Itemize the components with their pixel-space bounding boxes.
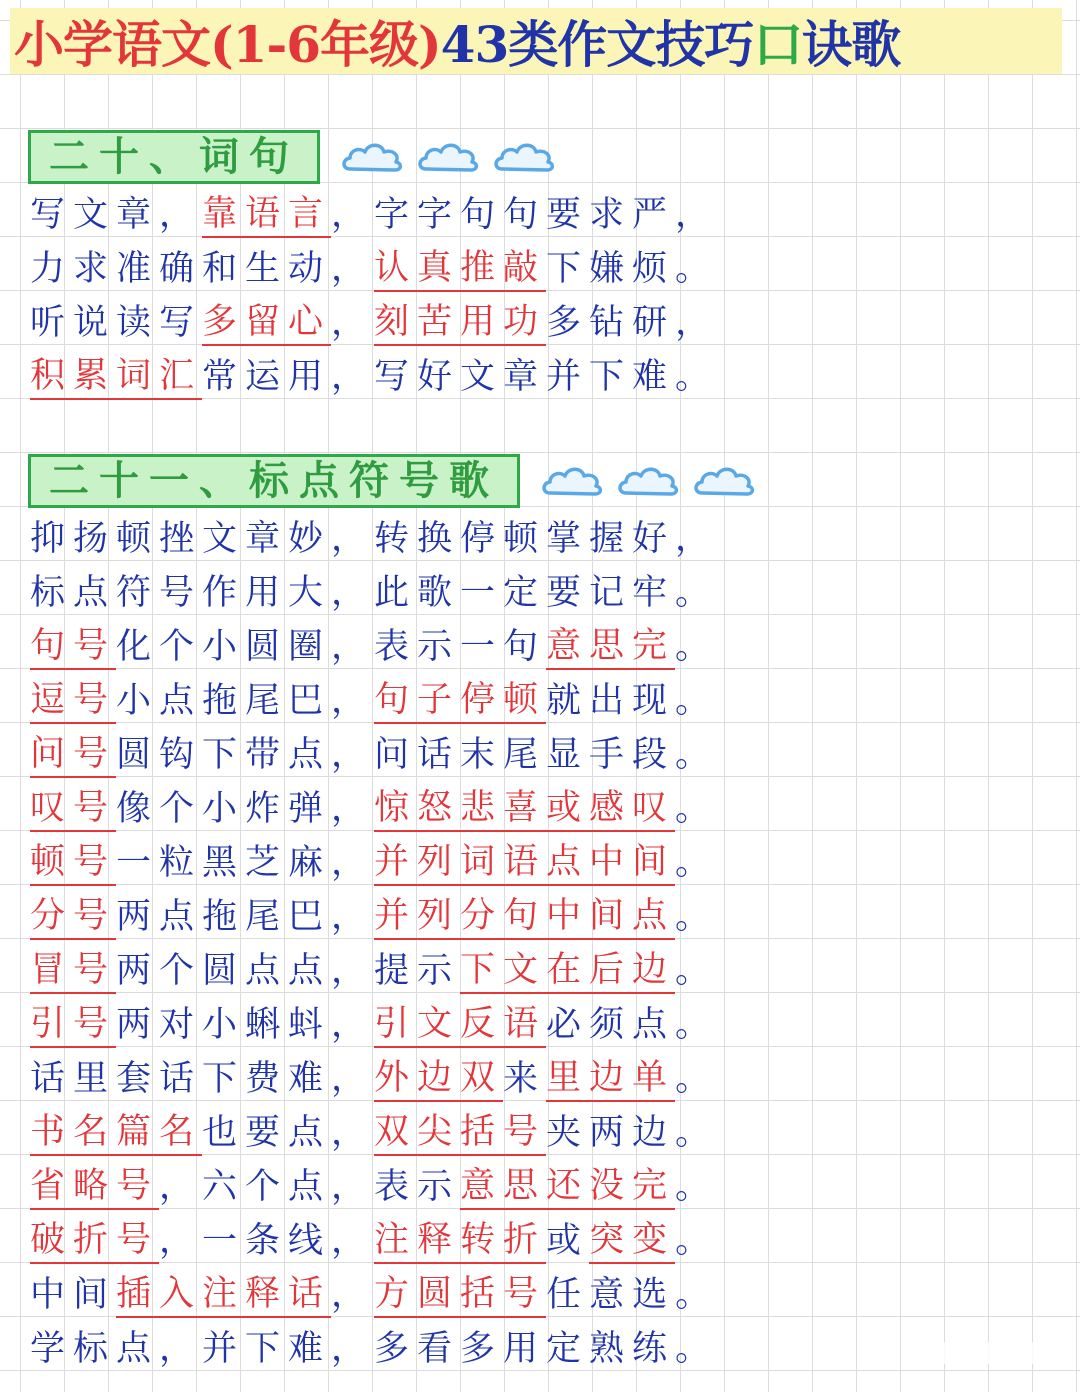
poem-line [30, 294, 718, 348]
section-20-clouds [340, 139, 568, 175]
poem-line [30, 186, 718, 240]
poem-text: ，六个点，表示 [159, 1167, 461, 1207]
poem-text: 两个圆点点，提示 [116, 951, 461, 991]
poem-text: 夹两边。 [546, 1113, 719, 1153]
highlighted-phrase: 积累词汇 [30, 354, 202, 400]
highlighted-phrase: 省略号 [30, 1164, 159, 1210]
poem-text: 常运用，写好文章并下难。 [202, 357, 719, 397]
title-part: 诀歌 [802, 15, 901, 74]
section-21-heading: 二十一、标点符号歌 [28, 454, 520, 508]
highlighted-phrase: 破折号 [30, 1218, 159, 1264]
cloud-icon [692, 463, 756, 499]
poem-text: 。 [675, 1221, 719, 1261]
poem-line [30, 834, 718, 888]
poem-text: 。 [675, 1167, 719, 1207]
poem-line [30, 1104, 718, 1158]
highlighted-phrase: 靠语言 [202, 192, 331, 238]
poem-text: 必须点。 [546, 1005, 719, 1045]
poem-line [30, 510, 718, 564]
highlighted-phrase: 方圆括号 [374, 1272, 546, 1318]
title-part: 小学语文(1-6年级) [14, 15, 441, 74]
highlighted-phrase: 惊怒悲喜或感叹 [374, 786, 675, 832]
highlighted-phrase: 里边单 [546, 1056, 675, 1102]
poem-line [30, 996, 718, 1050]
highlighted-phrase: 逗号 [30, 678, 116, 724]
poem-text: 学标点，并下难，多看多用定熟练。 [30, 1329, 719, 1369]
poem-line [30, 726, 718, 780]
poem-text: 来 [503, 1059, 547, 1099]
poem-text: 圆钩下带点，问话末尾显手段。 [116, 735, 719, 775]
poem-text: 多钻研， [546, 303, 719, 343]
poem-line [30, 1266, 718, 1320]
highlighted-phrase: 冒号 [30, 948, 116, 994]
highlighted-phrase: 注释转折 [374, 1218, 546, 1264]
section-21-clouds [540, 463, 768, 499]
title-part: 口 [753, 15, 803, 74]
poem-text: 听说读写 [30, 303, 203, 343]
highlighted-phrase: 并列分句中间点 [374, 894, 675, 940]
poem-line [30, 564, 718, 618]
poem-line [30, 888, 718, 942]
cloud-icon [540, 463, 604, 499]
poem-text: 话里套话下费难， [30, 1059, 375, 1099]
poem-text: 两点拖尾巴， [116, 897, 375, 937]
cloud-icon [616, 463, 680, 499]
poem-text: 。 [675, 627, 719, 667]
poem-text: 写文章， [30, 195, 203, 235]
highlighted-phrase: 下文在后边 [460, 948, 675, 994]
highlighted-phrase: 书名篇名 [30, 1110, 202, 1156]
section-21-poem [30, 510, 718, 1374]
cloud-icon [340, 139, 404, 175]
poem-text: ， [331, 1275, 375, 1315]
section-20-poem [30, 186, 718, 402]
poem-text: 力求准确和生动， [30, 249, 375, 289]
page-title [10, 8, 1062, 74]
poem-line [30, 1158, 718, 1212]
highlighted-phrase: 并列词语点中间 [374, 840, 675, 886]
poem-line [30, 618, 718, 672]
section-21-header [28, 454, 768, 508]
highlighted-phrase: 多留心 [202, 300, 331, 346]
poem-text: 。 [675, 843, 719, 883]
poem-text: 就出现。 [546, 681, 719, 721]
highlighted-phrase: 意思完 [546, 624, 675, 670]
cloud-icon [492, 139, 556, 175]
poem-line [30, 942, 718, 996]
highlighted-phrase: 刻苦用功 [374, 300, 546, 346]
poem-text: 像个小炸弹， [116, 789, 375, 829]
poem-line [30, 240, 718, 294]
highlighted-phrase: 分号 [30, 894, 116, 940]
poem-line [30, 1212, 718, 1266]
highlighted-phrase: 突变 [589, 1218, 675, 1264]
highlighted-phrase: 句子停顿 [374, 678, 546, 724]
highlighted-phrase: 意思还没完 [460, 1164, 675, 1210]
poem-text: 下嫌烦。 [546, 249, 719, 289]
highlighted-phrase: 句号 [30, 624, 116, 670]
poem-text: 抑扬顿挫文章妙，转换停顿掌握好， [30, 519, 719, 559]
watermark [918, 1342, 1058, 1364]
poem-text: 一粒黑芝麻， [116, 843, 375, 883]
poem-text: 两对小蝌蚪， [116, 1005, 375, 1045]
section-20-heading: 二十、词句 [28, 130, 320, 184]
highlighted-phrase: 双尖括号 [374, 1110, 546, 1156]
poem-text: 也要点， [202, 1113, 375, 1153]
poem-text: ，一条线， [159, 1221, 375, 1261]
poem-text: ， [331, 303, 375, 343]
highlighted-phrase: 叹号 [30, 786, 116, 832]
poem-line [30, 1050, 718, 1104]
highlighted-phrase: 问号 [30, 732, 116, 778]
poem-text: 标点符号作用大，此歌一定要记牢。 [30, 573, 719, 613]
poem-line [30, 672, 718, 726]
poem-text: 小点拖尾巴， [116, 681, 375, 721]
highlighted-phrase: 引文反语 [374, 1002, 546, 1048]
highlighted-phrase: 顿号 [30, 840, 116, 886]
poem-text: 。 [675, 951, 719, 991]
poem-text: ，字字句句要求严， [331, 195, 719, 235]
highlighted-phrase: 插入注释话 [116, 1272, 331, 1318]
poem-text: 。 [675, 789, 719, 829]
highlighted-phrase: 外边双 [374, 1056, 503, 1102]
poem-text: 任意选。 [546, 1275, 719, 1315]
poem-text: 或 [546, 1221, 590, 1261]
section-20-header [28, 130, 568, 184]
poem-text: 中间 [30, 1275, 117, 1315]
poem-line [30, 780, 718, 834]
title-part: 43类作文技巧 [440, 15, 754, 74]
poem-text: 。 [675, 897, 719, 937]
cloud-icon [416, 139, 480, 175]
highlighted-phrase: 认真推敲 [374, 246, 546, 292]
poem-line [30, 1320, 718, 1374]
poem-text: 化个小圆圈，表示一句 [116, 627, 547, 667]
highlighted-phrase: 引号 [30, 1002, 116, 1048]
poem-line [30, 348, 718, 402]
poem-text: 。 [675, 1059, 719, 1099]
